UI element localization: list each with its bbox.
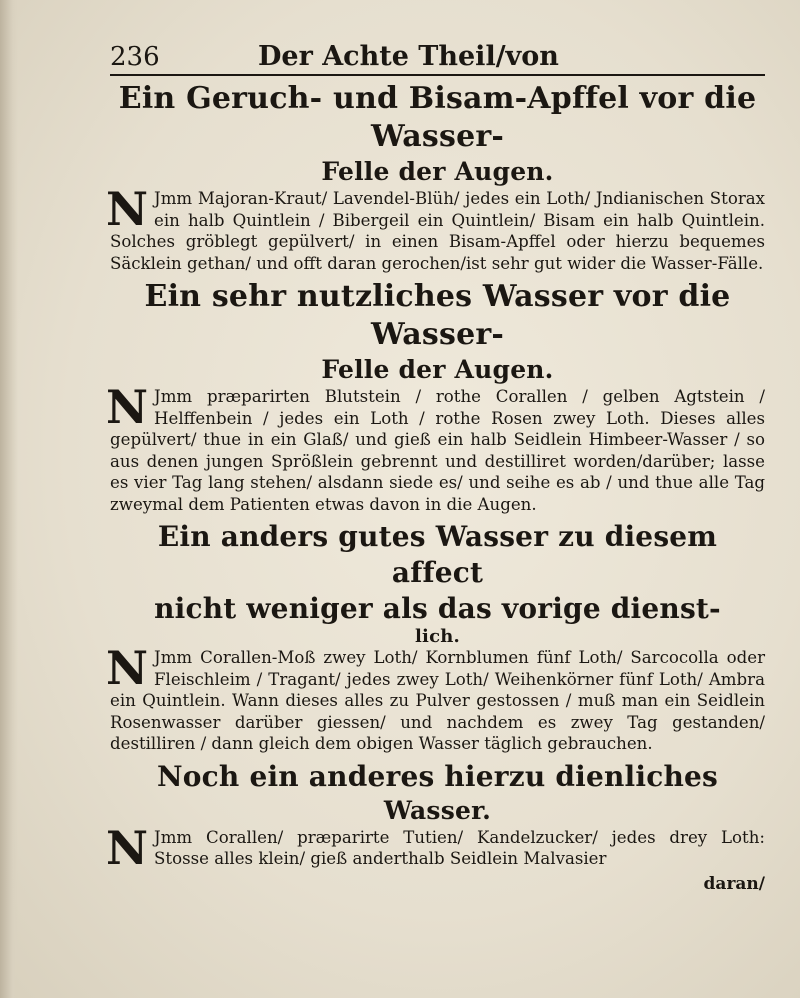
section-heading-line2: Felle der Augen.: [321, 355, 554, 384]
recipe-paragraph: [106, 380, 765, 515]
drop-cap: N: [106, 641, 149, 695]
running-header: [110, 38, 765, 72]
section-heading-line2: Felle der Augen.: [321, 157, 554, 186]
recipe-paragraph: [106, 641, 765, 755]
recipe-text: Jmm Corallen-Moß zwey Loth/ Kornblumen fünf Loth/ Sarcocolla oder Fleischleim / Tragant/ jedes zwey Loth/ Weihenkörner fünf Loth/ Ambra ein Quintlein. Wann dieses alles zu Pulver gestossen / muß man ein Seidlein Rosenwasser darüber giessen/ und nachdem es zwey Tag gestanden/ destilliren / dann gleich dem obigen Wasser täglich gebrauchen.: [110, 648, 765, 753]
header-rule: [110, 74, 765, 76]
section-heading-line2: nicht weniger als das vorige dienst-: [154, 592, 721, 625]
catchword: daran/: [703, 873, 765, 894]
section-heading-line3: lich.: [415, 626, 460, 647]
section-heading: Ein sehr nutzliches Wasser vor die Wasser-: [144, 279, 731, 352]
drop-cap: N: [106, 380, 149, 434]
page-number: 236: [110, 42, 160, 72]
recipe-text: Jmm Corallen/ præparirte Tutien/ Kandelzucker/ jedes drey Loth: Stosse alles klein/ gieß anderthalb Seidlein Malvasier: [154, 827, 765, 868]
section-heading: Ein anders gutes Wasser zu diesem affect: [157, 520, 718, 589]
recipe-paragraph: [106, 820, 765, 875]
recipe-text: Jmm præparirten Blutstein / rothe Corallen / gelben Agtstein / Helffenbein / jedes ein Loth / rothe Rosen zwey Loth. Dieses alles gepülvert/ thue in ein Glaß/ und gieß ein halb Seidlein Himbeer-Wasser / so aus denen jungen Sprößlein gebrennt und destilliret worden/darüber; lasse es vier Tag lang stehen/ alsdann siede es/ und seihe es ab / und thue alle Tag zweymal dem Patienten etwas davon in die Augen.: [110, 387, 765, 514]
drop-cap: N: [106, 820, 149, 875]
page-content: [106, 38, 765, 894]
recipe-text: Jmm Majoran-Kraut/ Lavendel-Blüh/ jedes ein Loth/ Jndianischen Storax ein halb Quintlein / Bibergeil ein Quintlein/ Bisam ein halb Quintlein. Solches gröblegt gepülvert/ in einen Bisam-Apffel oder hierzu bequemes Säcklein gethan/ und offt daran gerochen/ist sehr gut wider die Wasser-Fälle.: [110, 189, 765, 273]
drop-cap: N: [106, 182, 149, 236]
running-title: Der Achte Theil/von: [258, 41, 559, 72]
section-heading: Noch ein anderes hierzu dienliches: [157, 759, 718, 793]
page-gutter-shadow: [0, 0, 18, 998]
section-heading-line2: Wasser.: [383, 795, 492, 825]
recipe-paragraph: [106, 182, 765, 274]
section-heading: Ein Geruch- und Bisam-Apffel vor die Wasser-: [118, 81, 757, 154]
